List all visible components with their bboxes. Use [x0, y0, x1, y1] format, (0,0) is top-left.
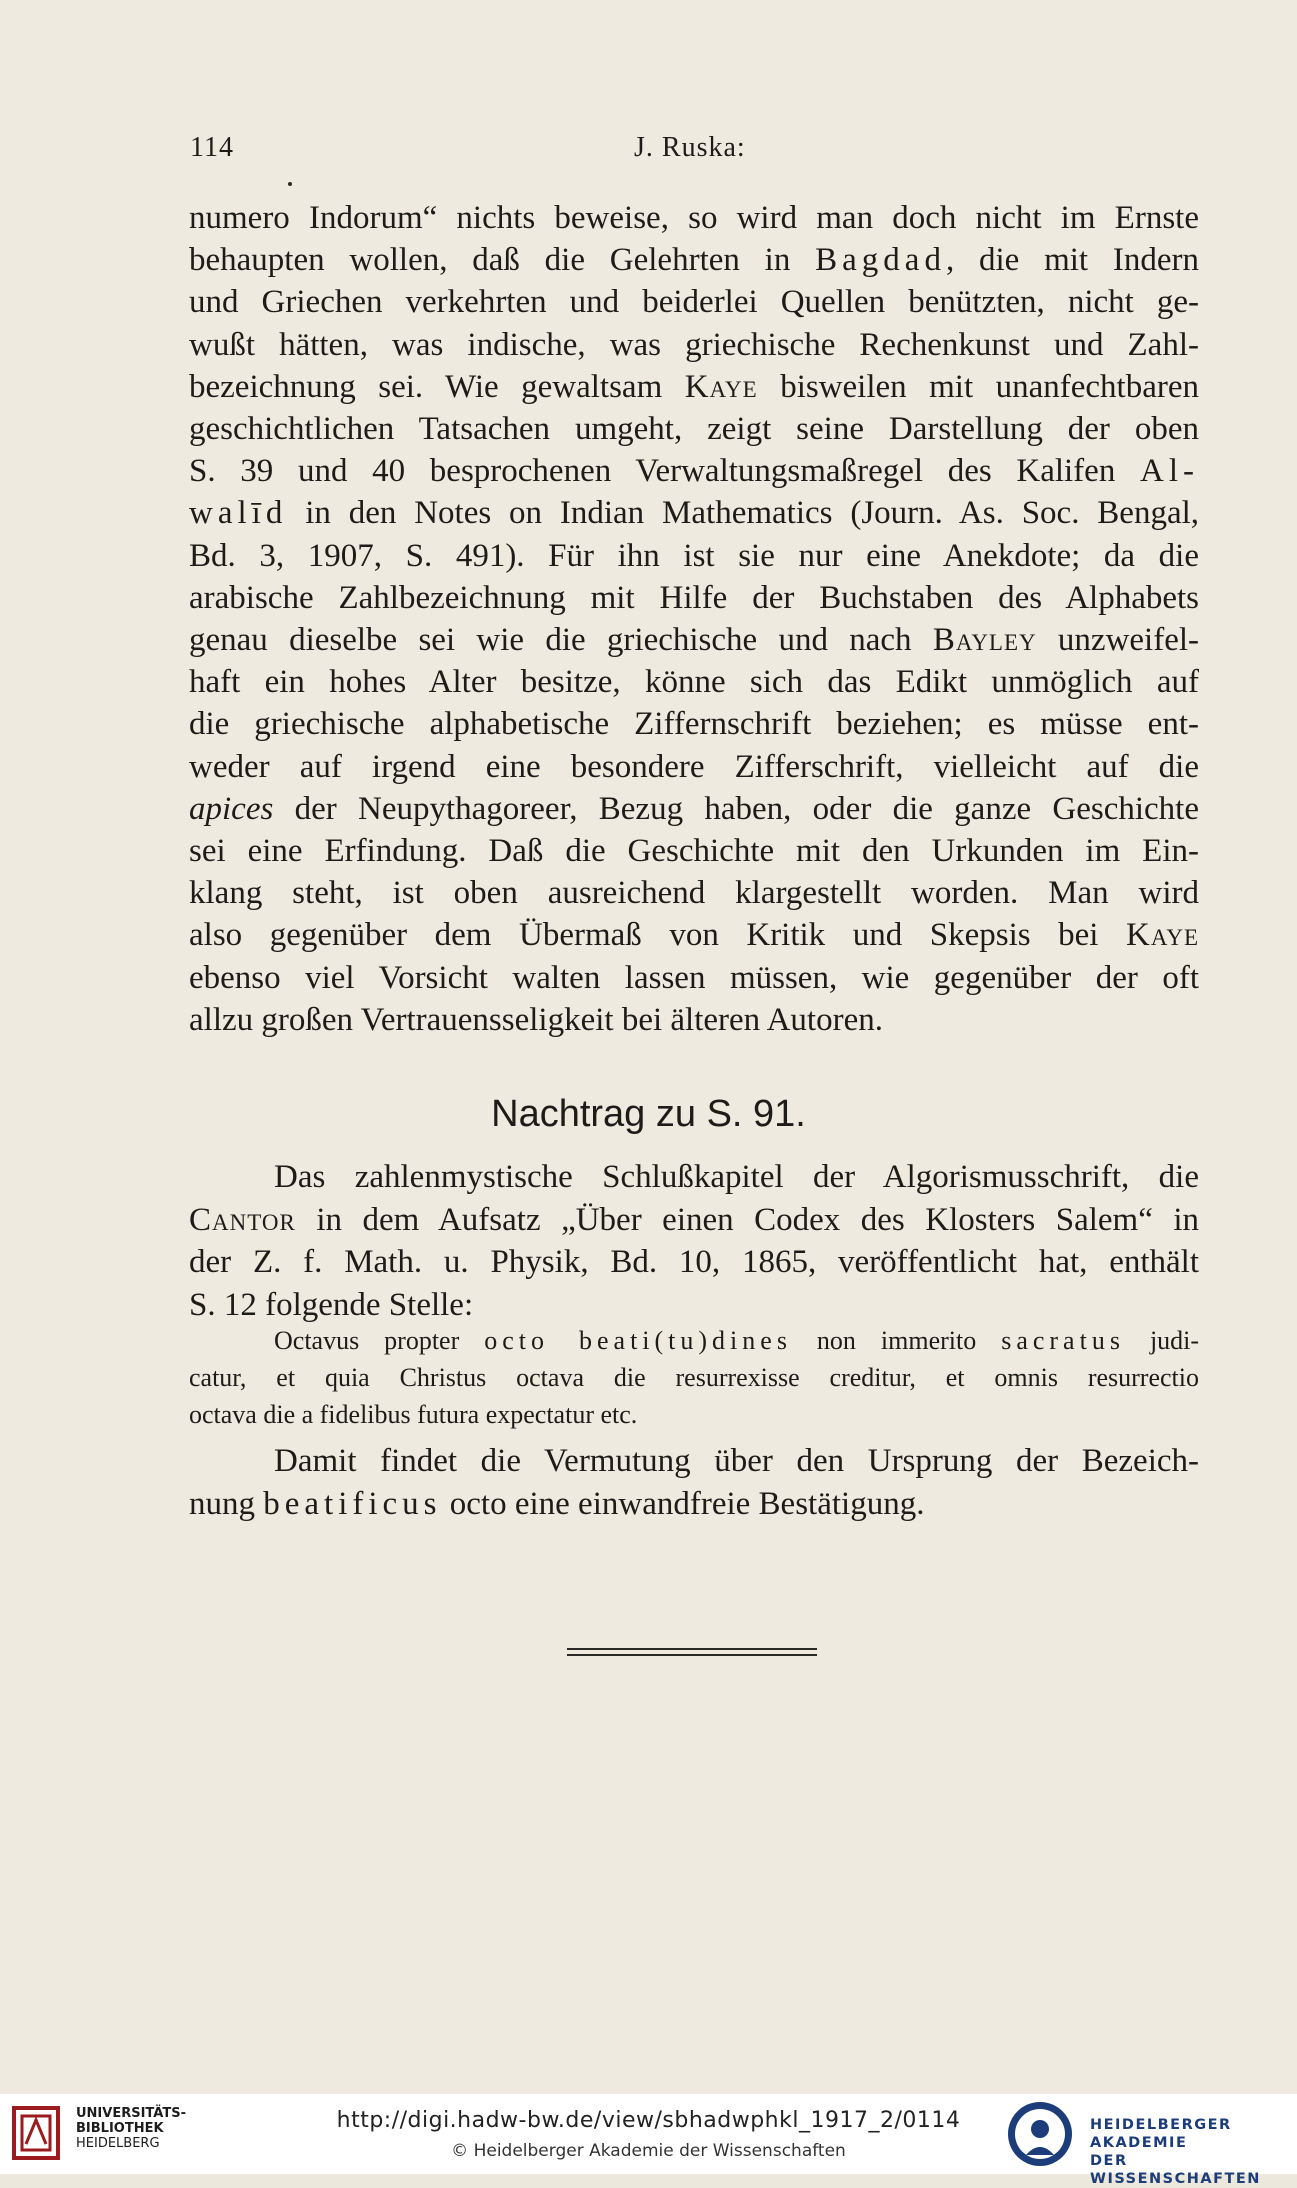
- text-line: weder auf irgend eine besondere Zifferschrift, vielleicht auf die: [189, 748, 1199, 785]
- section-heading: Nachtrag zu S. 91.: [491, 1093, 806, 1135]
- text-line: wußt hätten, was indische, was griechische Rechenkunst und Zahl-: [189, 326, 1199, 363]
- main-paragraph: [189, 197, 1199, 1041]
- academy-seal-icon: [1000, 2099, 1080, 2169]
- page-number: 114: [190, 132, 234, 163]
- text-line: Cantor in dem Aufsatz „Über einen Codex des Klosters Salem“ in: [189, 1201, 1200, 1238]
- academy-name: HEIDELBERGER AKADEMIE DER WISSENSCHAFTEN: [1090, 2117, 1261, 2187]
- text-line: Bd. 3, 1907, S. 491). Für ihn ist sie nur eine Anekdote; da die: [189, 537, 1199, 574]
- spaced-term: sacratus: [1001, 1326, 1125, 1355]
- spaced-term: Al-: [1140, 453, 1200, 490]
- text-line: apices der Neupythagoreer, Bezug haben, oder die ganze Geschichte: [189, 790, 1199, 827]
- text-line: S. 12 folgende Stelle:: [189, 1286, 474, 1323]
- text-line: geschichtlichen Tatsachen umgeht, zeigt seine Darstellung der oben: [189, 411, 1199, 448]
- spaced-term: walīd: [189, 495, 288, 532]
- text-line: S. 39 und 40 besprochenen Verwaltungsmaßregel des Kalifen Al-: [189, 453, 1200, 490]
- text-line: der Z. f. Math. u. Physik, Bd. 10, 1865, veröffentlicht hat, enthält: [189, 1244, 1199, 1280]
- text-line: bezeichnung sei. Wie gewaltsam Kaye bisweilen mit unanfechtbaren: [189, 368, 1199, 405]
- text-line: genau dieselbe sei wie die griechische und nach Bayley unzweifel-: [189, 622, 1200, 659]
- spaced-term: octo beati(tu)dines: [484, 1326, 792, 1355]
- section-paragraph: [189, 1156, 1199, 1326]
- copyright-notice: © Heidelberger Akademie der Wissenschaften: [451, 2141, 846, 2161]
- end-rule: [567, 1654, 817, 1656]
- latin-quotation: [189, 1322, 1199, 1433]
- text-line: also gegenüber dem Übermaß von Kritik und Skepsis bei Kaye: [189, 917, 1200, 954]
- spaced-term: beatificus: [263, 1485, 442, 1522]
- author-name: Bayley: [932, 622, 1037, 659]
- end-rule: [567, 1648, 817, 1650]
- viewer-footer: [0, 2094, 1297, 2187]
- text-line: klang steht, ist oben ausreichend klargestellt worden. Man wird: [189, 875, 1199, 912]
- page-header: [190, 132, 1196, 172]
- text-line: walīd in den Notes on Indian Mathematics (Journ. As. Soc. Bengal,: [189, 495, 1200, 532]
- quote-line: Octavus propter octo beati(tu)dines non immerito sacratus judi-: [274, 1326, 1200, 1355]
- author-name: Kaye: [1126, 917, 1200, 954]
- italic-term: apices: [189, 790, 274, 827]
- closing-paragraph: [189, 1440, 1199, 1525]
- text-line: behaupten wollen, daß die Gelehrten in Bagdad, die mit Indern: [189, 242, 1200, 279]
- text-line: allzu großen Vertrauensseligkeit bei älteren Autoren.: [189, 1001, 883, 1038]
- text-line: numero Indorum“ nichts beweise, so wird man doch nicht im Ernste: [189, 200, 1199, 236]
- text-line: und Griechen verkehrten und beiderlei Quellen benützten, nicht ge-: [189, 284, 1199, 321]
- text-line: die griechische alphabetische Ziffernschrift beziehen; es müsse ent-: [189, 706, 1199, 743]
- quote-line: octava die a fidelibus futura expectatur etc.: [189, 1400, 638, 1429]
- running-title: J. Ruska:: [634, 132, 746, 163]
- text-line: sei eine Erfindung. Daß die Geschichte mit den Urkunden im Ein-: [189, 833, 1199, 870]
- text-line: haft ein hohes Alter besitze, könne sich das Edikt unmöglich auf: [189, 664, 1199, 701]
- print-speck: [288, 182, 292, 186]
- text-line: arabische Zahlbezeichnung mit Hilfe der Buchstaben des Alphabets: [189, 579, 1199, 616]
- text-line: Damit findet die Vermutung über den Ursprung der Bezeich-: [274, 1443, 1199, 1479]
- university-library-text: UNIVERSITÄTS- BIBLIOTHEK HEIDELBERG: [76, 2106, 186, 2151]
- spaced-term: Bagdad: [815, 242, 946, 279]
- author-name: Cantor: [189, 1201, 296, 1238]
- text-line: nung beatificus octo eine einwandfreie Bestätigung.: [189, 1485, 925, 1522]
- text-line: Das zahlenmystische Schlußkapitel der Algorismusschrift, die: [274, 1159, 1199, 1195]
- text-line: ebenso viel Vorsicht walten lassen müssen, wie gegenüber der oft: [189, 959, 1199, 996]
- quote-line: catur, et quia Christus octava die resurrexisse creditur, et omnis resurrectio: [189, 1363, 1199, 1392]
- permalink-url[interactable]: http://digi.hadw-bw.de/view/sbhadwphkl_1917_2/0114: [336, 2108, 961, 2133]
- author-name: Kaye: [684, 368, 758, 405]
